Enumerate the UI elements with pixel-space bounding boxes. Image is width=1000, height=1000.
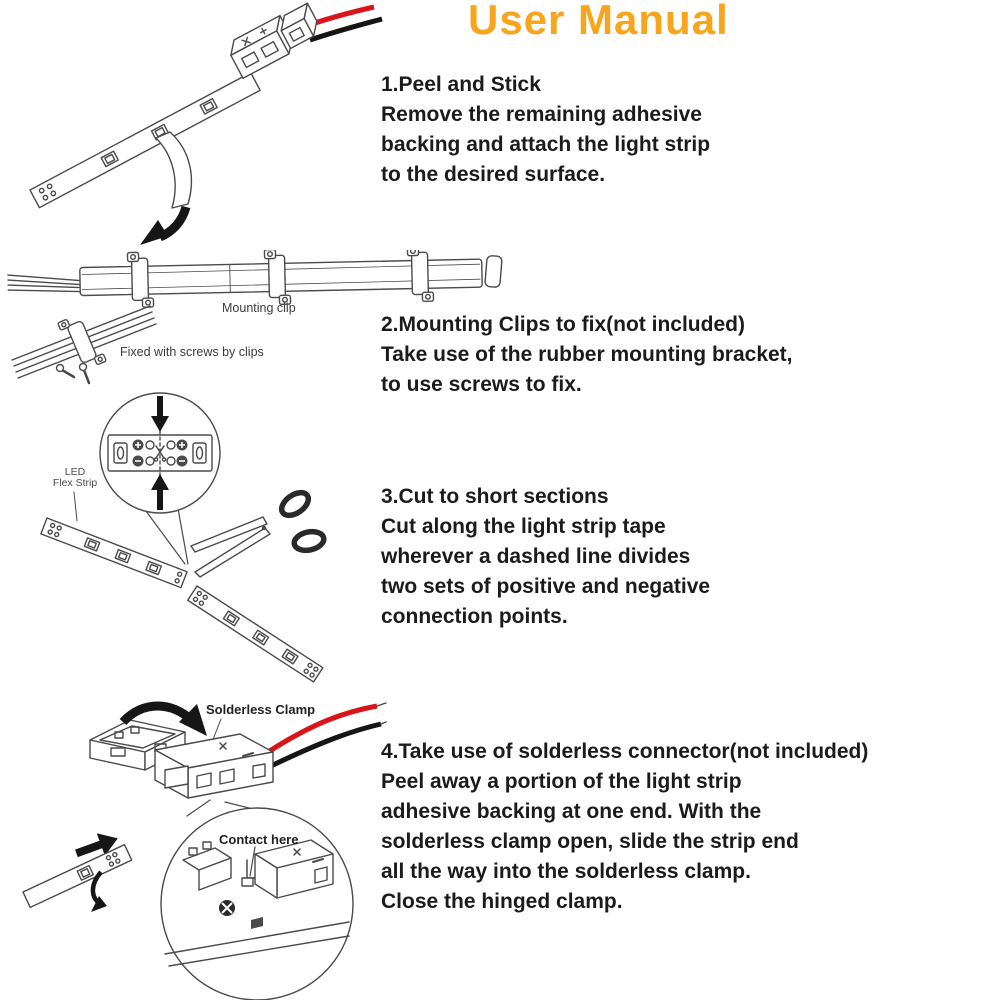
strip-wires (8, 274, 80, 294)
peel-arrow-icon (140, 207, 186, 245)
step-1-heading: 1.Peel and Stick (381, 73, 541, 96)
solderless-clamp-illustration (15, 692, 387, 1000)
strip-piece-right (188, 586, 323, 682)
step-4-line: solderless clamp open, slide the strip end (381, 830, 799, 853)
peel-and-stick-illustration (0, 2, 392, 250)
step-4-line: Peel away a portion of the light strip (381, 770, 742, 793)
led-flex-strip-label-line2: Flex Strip (52, 477, 98, 489)
black-wire (271, 724, 381, 766)
step-1-text (381, 70, 710, 190)
step-2-heading: 2.Mounting Clips to fix(not included) (381, 313, 745, 336)
step-3-line: two sets of positive and negative (381, 575, 711, 598)
solderless-clamp-label: Solderless Clamp (206, 702, 316, 717)
strip-connector (225, 2, 324, 78)
led-flex-strip-label-line1: LED (64, 466, 86, 478)
page-title: User Manual (468, 0, 729, 43)
step-1-line: to the desired surface. (381, 163, 606, 186)
step-4-heading: 4.Take use of solderless connector(not included) (381, 740, 869, 763)
led-strip (30, 73, 260, 208)
mounting-clips-illustration (0, 250, 520, 390)
step-4-line: all the way into the solderless clamp. (381, 860, 751, 883)
step-3-heading: 3.Cut to short sections (381, 485, 609, 508)
strip-piece-left (41, 518, 187, 588)
step-1-line: backing and attach the light strip (381, 133, 711, 156)
step-3-line: Cut along the light strip tape (381, 515, 666, 538)
step-3-line: wherever a dashed line divides (381, 545, 691, 568)
step-4-line: Close the hinged clamp. (381, 890, 623, 913)
step-2-line: to use screws to fix. (381, 373, 582, 396)
adhesive-backing-flap (156, 132, 191, 208)
step-3-line: connection points. (381, 605, 568, 628)
mounting-clip-label: Mounting clip (222, 301, 296, 315)
scissors-icon (191, 488, 326, 577)
led-flex-strip-label (43, 467, 107, 489)
step-2-line: Take use of the rubber mounting bracket, (381, 343, 793, 366)
cut-sections-illustration (25, 388, 385, 688)
fixed-with-screws-label: Fixed with screws by clips (120, 345, 264, 359)
contact-here-label: Contact here (219, 832, 299, 847)
step-4-line: adhesive backing at one end. With the (381, 800, 762, 823)
step-1-line: Remove the remaining adhesive (381, 103, 702, 126)
end-cap (485, 255, 503, 287)
step-3-text (381, 482, 710, 632)
step-4-text (381, 737, 868, 917)
screw-icon (57, 364, 90, 384)
